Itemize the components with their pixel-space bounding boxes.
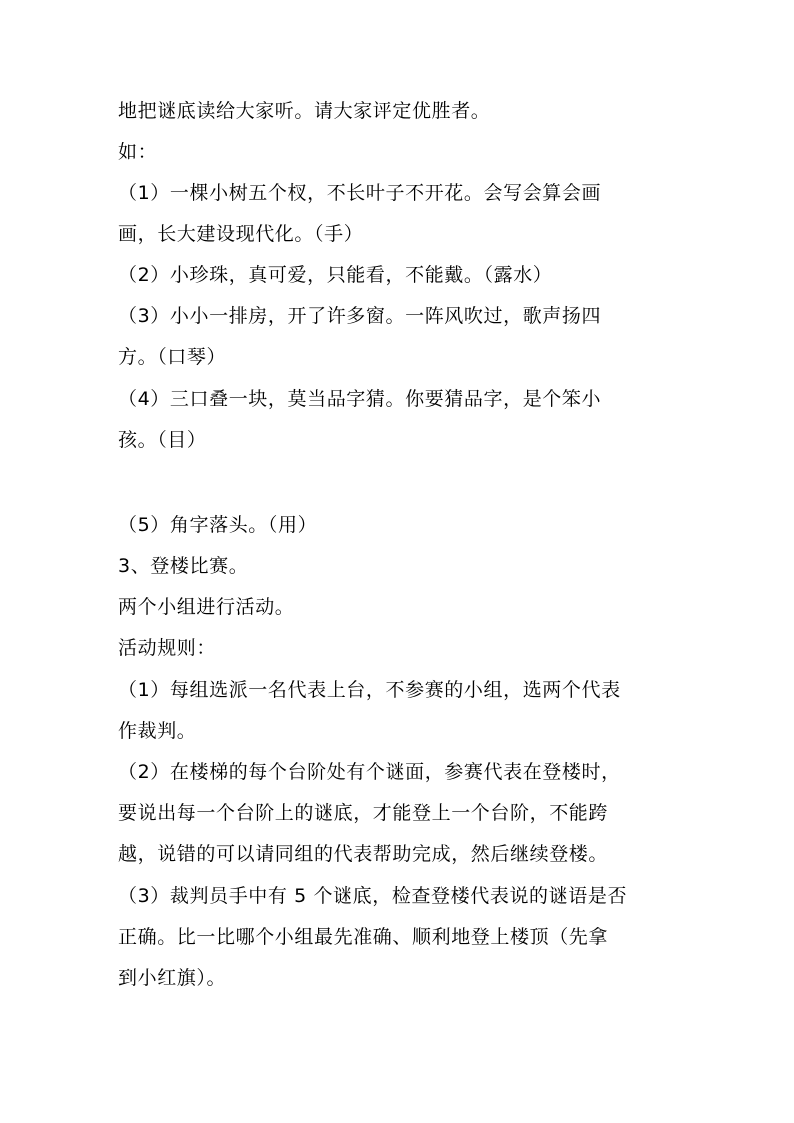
- text-line: （1）每组选派一名代表上台，不参赛的小组，选两个代表: [118, 679, 621, 701]
- text-line: （1）一棵小树五个杈，不长叶子不开花。会写会算会画: [118, 182, 602, 204]
- text-line: 两个小组进行活动。: [118, 596, 295, 618]
- text-line: 要说出每一个台阶上的谜底，才能登上一个台阶，不能跨: [118, 802, 609, 824]
- text-line: 方。（口琴）: [118, 346, 227, 368]
- text-line: 3、登楼比赛。: [118, 555, 249, 577]
- text-line: （5）角字落头。（用）: [118, 514, 318, 536]
- text-line: 正确。比一比哪个小组最先准确、顺利地登上楼顶（先拿: [118, 926, 609, 948]
- text-line: 地把谜底读给大家听。请大家评定优胜者。: [118, 100, 491, 122]
- text-line: （3）小小一排房，开了许多窗。一阵风吹过，歌声扬四: [118, 305, 602, 327]
- text-line: 活动规则：: [118, 637, 217, 659]
- text-line: （4）三口叠一块，莫当品字猜。你要猜品字，是个笨小: [118, 388, 602, 410]
- text-line: 作裁判。: [118, 720, 197, 742]
- text-line: （2）小珍珠，真可爱，只能看，不能戴。（露水）: [118, 264, 553, 286]
- text-line: 画，长大建设现代化。（手）: [118, 223, 364, 245]
- text-line: 如：: [118, 141, 158, 163]
- text-line: （3）裁判员手中有 5 个谜底，检查登楼代表说的谜语是否: [118, 885, 628, 907]
- text-line: （2）在楼梯的每个台阶处有个谜面，参赛代表在登楼时，: [118, 761, 621, 783]
- text-line: 越，说错的可以请同组的代表帮助完成，然后继续登楼。: [118, 843, 609, 865]
- text-line: 到小红旗）。: [118, 967, 227, 989]
- text-line: 孩。（目）: [118, 429, 207, 451]
